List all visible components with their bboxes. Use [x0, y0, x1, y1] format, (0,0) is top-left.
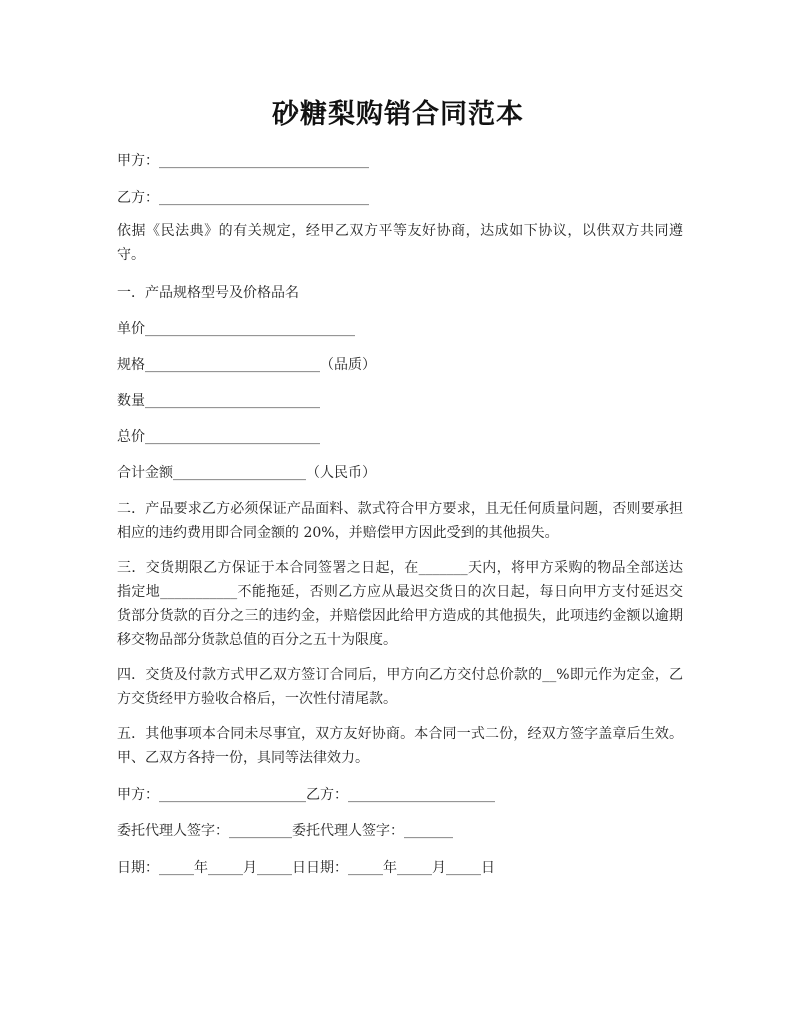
total-price-line: 总价_________________________ — [117, 429, 320, 445]
section4-paragraph: 四．交货及付款方式甲乙双方签订合同后，甲方向乙方交付总价款的__%即元作为定金，乙方交货经甲方验收合格后，一次性付清尾款。 — [117, 667, 683, 707]
spec-line: 规格_________________________（品质） — [117, 357, 376, 373]
section5-paragraph: 五．其他事项本合同未尽事宜，双方友好协商。本合同一式二份，经双方签字盖章后生效。甲、乙双方各持一份，具同等法律效力。 — [117, 726, 683, 766]
quantity-line: 数量_________________________ — [117, 393, 320, 409]
section2-paragraph: 二．产品要求乙方必须保证产品面料、款式符合甲方要求，且无任何质量问题，否则要承担相应的违约费用即合同金额的 20%，并赔偿甲方因此受到的其他损失。 — [117, 501, 683, 541]
signature-parties-line: 甲方：_____________________乙方：_____________________ — [117, 787, 495, 803]
signature-agents-line: 委托代理人签字：_________委托代理人签字：_______ — [117, 823, 453, 839]
intro-paragraph: 依据《民法典》的有关规定，经甲乙双方平等友好协商，达成如下协议，以供双方共同遵守。 — [117, 223, 683, 263]
total-amount-line: 合计金额___________________（人民币） — [117, 465, 376, 481]
party-a-line: 甲方：______________________________ — [117, 153, 369, 169]
section1-heading: 一．产品规格型号及价格品名 — [117, 285, 299, 301]
section3-paragraph: 三．交货期限乙方保证于本合同签署之日起，在_______天内，将甲方采购的物品全部送达指定地___________不能拖延，否则乙方应从最迟交货日的次日起，每日向甲方支付延迟交货部分货款的百分之三的违约金，并赔偿因此给甲方造成的其他损失，此项违约金额以逾期移交物品部分货款总值的百分之五十为限度。 — [117, 560, 683, 648]
signature-dates-line: 日期：_____年_____月_____日日期：_____年_____月_____日 — [117, 860, 495, 876]
party-b-line: 乙方：______________________________ — [117, 190, 369, 206]
page-title: 砂糖梨购销合同范本 — [272, 99, 524, 130]
unit-price-line: 单价______________________________ — [117, 321, 355, 337]
